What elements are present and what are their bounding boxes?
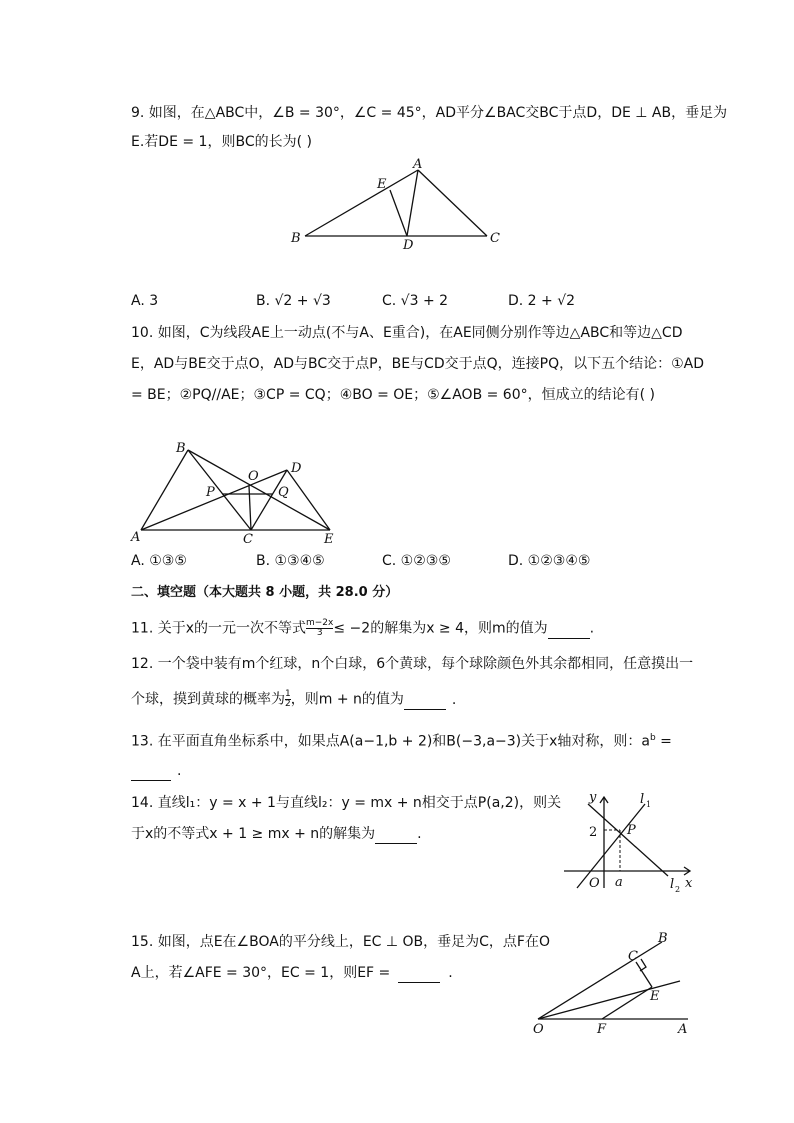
- q10-option-b: B. ①③④⑤: [256, 553, 325, 569]
- q10-label-Q: Q: [278, 485, 289, 500]
- q12-frac-den: 2: [285, 699, 291, 709]
- q9-option-a: A. 3: [131, 293, 159, 309]
- q14-line1: 14. 直线l₁：y = x + 1与直线l₂：y = mx + n相交于点P(a,2)，则关: [131, 795, 562, 811]
- q10-label-A: A: [131, 530, 141, 545]
- q15-label-F: F: [597, 1022, 607, 1037]
- q10-label-P: P: [206, 485, 215, 500]
- q14-text-pre: 于x的不等式x + 1 ≥ mx + n的解集为: [131, 826, 376, 842]
- q11-text-post: ≤ −2的解集为x ≥ 4，则m的值为: [333, 620, 548, 637]
- q14-label-l1-sub: 1: [646, 800, 652, 809]
- q12-text-post: ，则m + n的值为: [290, 691, 404, 708]
- q15-text-pre: A上，若∠AFE = 30°，EC = 1，则EF =: [131, 965, 391, 981]
- q13-end: .: [177, 763, 182, 779]
- q10-label-B: B: [176, 441, 186, 456]
- q9-option-d: D. 2 + √2: [508, 293, 576, 309]
- q9-line2: E.若DE = 1，则BC的长为( ): [131, 134, 312, 150]
- q15-label-E: E: [650, 989, 660, 1004]
- q14-label-y: y: [589, 790, 597, 805]
- q9-label-D: D: [403, 238, 414, 253]
- q9-label-B: B: [291, 231, 301, 246]
- q14-label-l1: l: [640, 792, 645, 807]
- q13-text: 13. 在平面直角坐标系中，如果点A(a−1,b + 2)和B(−3,a−3)关于x轴对称，则：a: [131, 733, 651, 750]
- q14-label-x: x: [685, 876, 693, 891]
- q14-label-P: P: [627, 823, 636, 838]
- q11-frac-den: 3: [316, 628, 323, 638]
- q10-line3: = BE；②PQ//AE；③CP = CQ；④BO = OE；⑤∠AOB = 60°，恒成立的结论有( ): [131, 387, 655, 403]
- q15-label-O: O: [533, 1022, 544, 1037]
- q10-option-a: A. ①③⑤: [131, 553, 187, 569]
- q12-end: .: [451, 691, 457, 708]
- q14-label-l2: l: [670, 877, 675, 892]
- q14-label-2: 2: [589, 825, 598, 840]
- q10-line2: E，AD与BE交于点O，AD与BC交于点P，BE与CD交于点Q，连接PQ，以下五个结论：①AD: [131, 356, 705, 372]
- q15-end: .: [448, 965, 453, 981]
- q14-label-a: a: [615, 875, 623, 890]
- q9-label-A: A: [413, 157, 423, 172]
- q14-label-O: O: [589, 876, 600, 891]
- q15-label-C: C: [628, 949, 638, 964]
- q12-text-pre: 个球，摸到黄球的概率为: [131, 691, 285, 708]
- q15-label-A: A: [678, 1022, 688, 1037]
- q10-line1: 10. 如图，C为线段AE上一动点(不与A、E重合)，在AE同侧分别作等边△ABC和等边△CD: [131, 325, 683, 341]
- q9-option-c: C. √3 + 2: [382, 293, 449, 309]
- q12-frac-num: 1: [285, 689, 291, 699]
- q10-option-c: C. ①②③⑤: [382, 553, 451, 569]
- q10-label-O: O: [248, 469, 259, 484]
- q10-option-d: D. ①②③④⑤: [508, 553, 591, 569]
- q15-label-B: B: [658, 931, 668, 946]
- q9-line1: 9. 如图，在△ABC中，∠B = 30°，∠C = 45°，AD平分∠BAC交BC于点D，DE ⊥ AB，垂足为: [131, 105, 728, 121]
- q11-end: .: [589, 620, 595, 637]
- q13-exponent: b: [650, 733, 656, 743]
- q14-label-l2-sub: 2: [675, 885, 681, 894]
- q9-label-E: E: [377, 177, 387, 192]
- q12-line1: 12. 一个袋中装有m个红球，n个白球，6个黄球，每个球除颜色外其余都相同，任意摸出一: [131, 656, 694, 672]
- q9-option-b: B. √2 + √3: [256, 293, 331, 309]
- q13-eq: =: [655, 733, 672, 750]
- q15-line1: 15. 如图，点E在∠BOA的平分线上，EC ⊥ OB，垂足为C，点F在O: [131, 934, 551, 950]
- q11-text-pre: 11. 关于x的一元一次不等式: [131, 620, 306, 637]
- q10-label-C: C: [243, 532, 253, 547]
- section-fill-in-title: 二、填空题（本大题共 8 小题，共 28.0 分）: [131, 585, 399, 600]
- q10-label-D: D: [291, 461, 302, 476]
- q11-frac-num: m−2x: [306, 618, 334, 628]
- q14-end: .: [417, 826, 422, 842]
- q10-label-E: E: [324, 532, 334, 547]
- q9-label-C: C: [490, 231, 500, 246]
